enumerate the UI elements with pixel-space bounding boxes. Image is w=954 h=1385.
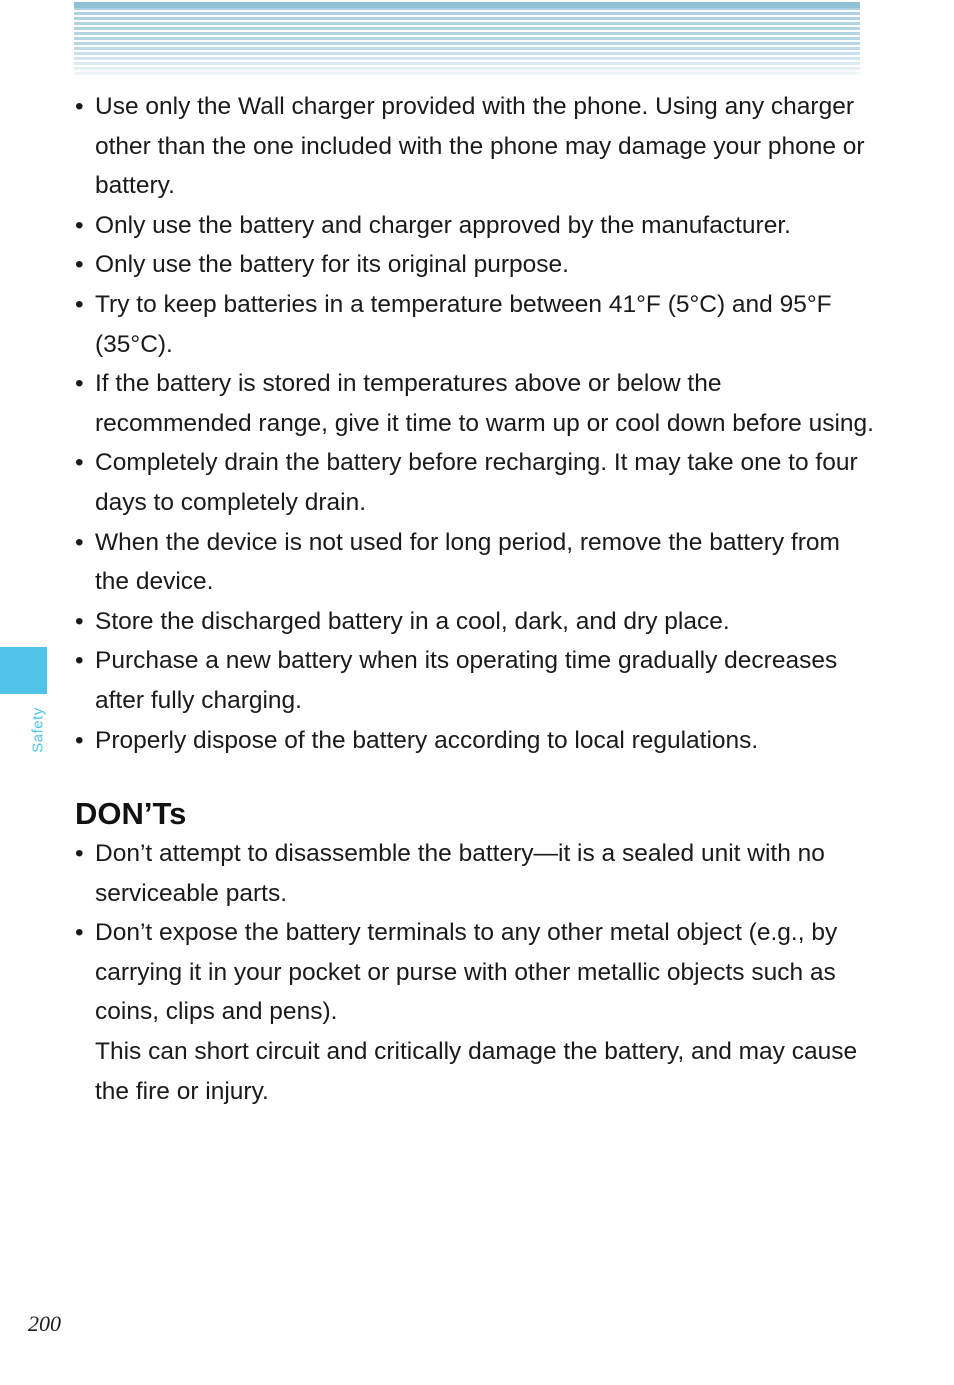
list-item: • Use only the Wall charger provided with the phone. Using any charger other than the one included with the phone may damage your phone or battery.: [74, 87, 874, 206]
donts-note: This can short circuit and critically damage the battery, and may cause the fire or injury.: [95, 1038, 858, 1105]
list-item: • Don’t attempt to disassemble the battery—it is a sealed unit with no serviceable parts.: [74, 834, 874, 913]
list-item-text: Don’t expose the battery terminals to any other metal object (e.g., by carrying it in your pocket or purse with other metallic objects such as coins, clips and pens).: [95, 919, 838, 1026]
section-label: Safety: [29, 707, 47, 753]
page-number: 200: [28, 1311, 61, 1336]
list-item: • Only use the battery and charger approved by the manufacturer.: [74, 206, 874, 246]
list-item: • Completely drain the battery before recharging. It may take one to four days to completely drain.: [74, 443, 874, 522]
list-item: • Store the discharged battery in a cool, dark, and dry place.: [74, 602, 874, 642]
list-item: • Only use the battery for its original purpose.: [74, 245, 874, 285]
list-item: • Purchase a new battery when its operating time gradually decreases after fully charging.: [74, 641, 874, 720]
list-item: [74, 913, 874, 1111]
list-item: • If the battery is stored in temperatures above or below the recommended range, give it time to warm up or cool down before using.: [74, 364, 874, 443]
donts-heading: DON’Ts: [75, 796, 187, 832]
section-tab: [0, 647, 47, 694]
header-banner: [74, 2, 860, 76]
list-item: • Try to keep batteries in a temperature between 41°F (5°C) and 95°F (35°C).: [74, 285, 874, 364]
list-item: • When the device is not used for long period, remove the battery from the device.: [74, 523, 874, 602]
dos-list: [74, 87, 874, 760]
donts-list: [74, 834, 874, 1111]
list-item: • Properly dispose of the battery according to local regulations.: [74, 721, 874, 761]
main-content: [74, 87, 874, 1111]
